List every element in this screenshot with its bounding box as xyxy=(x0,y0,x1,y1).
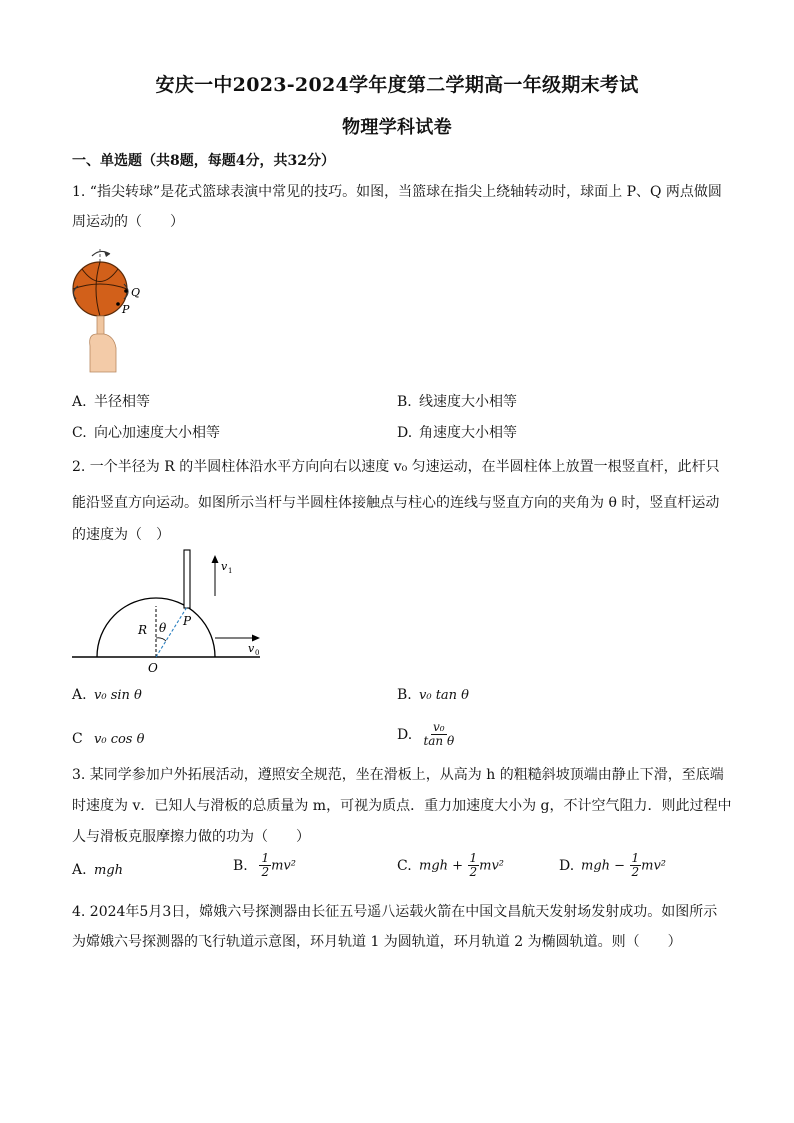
vertical-rod xyxy=(184,550,190,608)
label-r: R xyxy=(138,623,148,637)
q2-text-line1: 2. 一个半径为 R 的半圆柱体沿水平方向向右以速度 v₀ 匀速运动，在半圆柱体上放置一根竖直杆，此杆只 xyxy=(72,459,720,475)
q4-text-line1: 4. 2024年5月3日，嫦娥六号探测器由长征五号遥八运载火箭在中国文昌航天发射场发射成功。如图所示 xyxy=(72,904,718,920)
basketball xyxy=(73,262,127,316)
q3-option-b: B. $\frac{1}{2}$ mv² xyxy=(233,851,296,879)
q1-text-line2: 周运动的（ ） xyxy=(72,214,184,230)
label-v1: v xyxy=(221,560,228,573)
v1-arrow-icon xyxy=(212,555,219,563)
q2-semicylinder-figure xyxy=(70,548,270,676)
q3-option-a-text: mgh xyxy=(94,863,124,878)
q3-option-c: C. mgh + $\frac{1}{2}$ mv² xyxy=(397,851,505,879)
q1-option-b: B. 线速度大小相等 xyxy=(397,394,517,410)
q1-option-a: A. 半径相等 xyxy=(72,394,150,410)
q3-text-line1: 3. 某同学参加户外拓展活动，遵照安全规范，坐在滑板上，从高为 h 的粗糙斜坡顶端由静止下滑，至底端 xyxy=(72,767,724,783)
hand xyxy=(90,334,116,372)
q2-option-d-fraction: $\frac{\text{v₀}}{\text{tan θ}}$ xyxy=(423,720,455,748)
q2-option-c-text: v₀ cos θ xyxy=(94,732,145,747)
q2-option-d: D. $\frac{\text{v₀}}{\text{tan θ}}$ xyxy=(397,720,455,748)
q1-text-line1: 1. “指尖转球”是花式篮球表演中常见的技巧。如图，当篮球在指尖上绕轴转动时，球面上 P、Q 两点做圆 xyxy=(72,184,722,200)
q2-option-b: B. v₀ tan θ xyxy=(397,687,469,703)
q2-text-line3: 的速度为（ ） xyxy=(72,527,170,543)
q3-text-line2: 时速度为 v．已知人与滑板的总质量为 m，可视为质点．重力加速度大小为 g，不计空气阻力．则此过程中 xyxy=(72,798,732,814)
label-v0: v xyxy=(248,642,255,655)
exam-subtitle: 物理学科试卷 xyxy=(342,117,452,138)
q2-option-c: C v₀ cos θ xyxy=(72,731,145,747)
q2-text-line2: 能沿竖直方向运动。如图所示当杆与半圆柱体接触点与柱心的连线与竖直方向的夹角为 θ 时，竖直杆运动 xyxy=(72,495,720,511)
label-q: Q xyxy=(131,286,141,299)
q2-option-a-text: v₀ sin θ xyxy=(94,688,142,703)
label-p: P xyxy=(183,614,192,628)
q1-option-c: C. 向心加速度大小相等 xyxy=(72,425,220,441)
q4-text-line2: 为嫦娥六号探测器的飞行轨道示意图，环月轨道 1 为圆轨道，环月轨道 2 为椭圆轨道。则（ ） xyxy=(72,934,682,950)
q2-option-b-text: v₀ tan θ xyxy=(419,688,469,703)
q1-option-d: D. 角速度大小相等 xyxy=(397,425,517,441)
label-o: O xyxy=(148,661,158,675)
v0-arrow-icon xyxy=(252,635,260,642)
label-theta: θ xyxy=(159,621,167,635)
q3-text-line3: 人与滑板克服摩擦力做的功为（ ） xyxy=(72,829,310,845)
section-heading: 一、单选题（共8题，每题4分，共32分） xyxy=(72,153,335,169)
label-v1-sub: 1 xyxy=(228,567,233,575)
q1-option-c-text: 向心加速度大小相等 xyxy=(94,425,220,441)
q1-option-a-text: 半径相等 xyxy=(94,394,150,410)
q1-basketball-figure xyxy=(70,244,160,376)
q1-option-b-text: 线速度大小相等 xyxy=(419,394,517,410)
q1-option-d-text: 角速度大小相等 xyxy=(419,425,517,441)
q3-option-d: D. mgh − $\frac{1}{2}$ mv² xyxy=(559,851,667,879)
exam-title: 安庆一中2023-2024学年度第二学期高一年级期末考试 xyxy=(155,74,639,96)
label-v0-sub: 0 xyxy=(255,649,260,657)
q2-option-a: A. v₀ sin θ xyxy=(72,687,142,703)
label-p: P xyxy=(122,303,130,316)
q3-option-a: A. mgh xyxy=(72,862,124,878)
